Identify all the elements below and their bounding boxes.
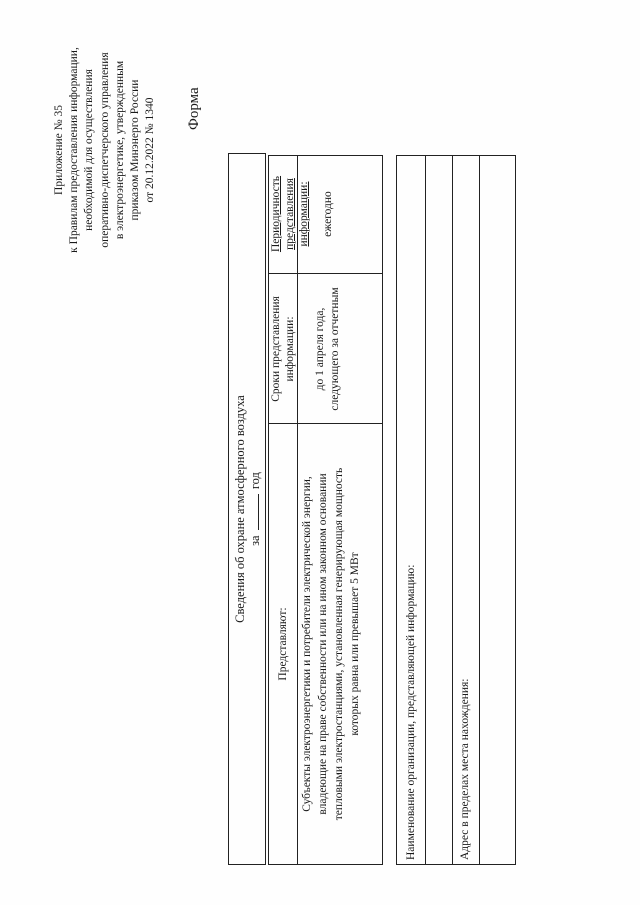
appendix-line: в электроэнергетике, утвержденным bbox=[113, 60, 126, 240]
submitters-line: которых равна или превышает 5 МВт bbox=[349, 552, 361, 736]
header-submitters: Представляют: bbox=[277, 607, 289, 681]
report-title: Сведения об охране атмосферного воздуха bbox=[233, 395, 247, 623]
period-year-blank bbox=[248, 494, 259, 530]
appendix-line: от 20.12.2022 № 1340 bbox=[144, 97, 157, 203]
appendix-line: необходимой для осуществления bbox=[83, 69, 96, 231]
organization-address-label: Адрес в пределах места нахождения: bbox=[459, 678, 471, 860]
submission-table bbox=[268, 155, 383, 865]
form-label: Форма bbox=[186, 87, 202, 130]
deadline-line: до 1 апреля года, bbox=[314, 307, 326, 391]
appendix-line: приказом Минэнерго России bbox=[129, 79, 142, 221]
report-title-box bbox=[228, 153, 266, 865]
submitters-cell bbox=[299, 428, 363, 860]
header-deadline: Сроки представления информации: bbox=[270, 296, 296, 402]
row-divider bbox=[479, 156, 480, 864]
appendix-line: Приложение № 35 bbox=[53, 105, 65, 195]
deadline-line: следующего за отчетным bbox=[329, 287, 341, 411]
organization-name-label: Наименование организации, представляющей информацию: bbox=[405, 564, 417, 860]
submitters-line: Субъекты электроэнергетики и потребители электрической энергии, bbox=[301, 476, 313, 812]
deadline-cell bbox=[313, 278, 343, 420]
report-period bbox=[248, 154, 263, 864]
frequency-cell: ежегодно bbox=[322, 191, 334, 237]
row-divider bbox=[452, 156, 453, 864]
header-frequency: Периодичность представления информации: bbox=[270, 175, 310, 253]
period-suffix: год bbox=[248, 472, 262, 490]
appendix-line: оперативно-диспетчерского управления bbox=[98, 52, 111, 248]
submitters-line: владеющие на праве собственности или на ином законном основании bbox=[317, 473, 329, 815]
period-prefix: за bbox=[248, 535, 262, 546]
row-divider bbox=[425, 156, 426, 864]
appendix-line: к Правилам предоставления информации, bbox=[68, 47, 81, 253]
organization-info-table bbox=[396, 155, 516, 865]
submitters-line: тепловыми электростанциями, установленная генерирующая мощность bbox=[333, 467, 345, 821]
appendix-header bbox=[52, 35, 158, 265]
column-divider bbox=[269, 273, 382, 274]
